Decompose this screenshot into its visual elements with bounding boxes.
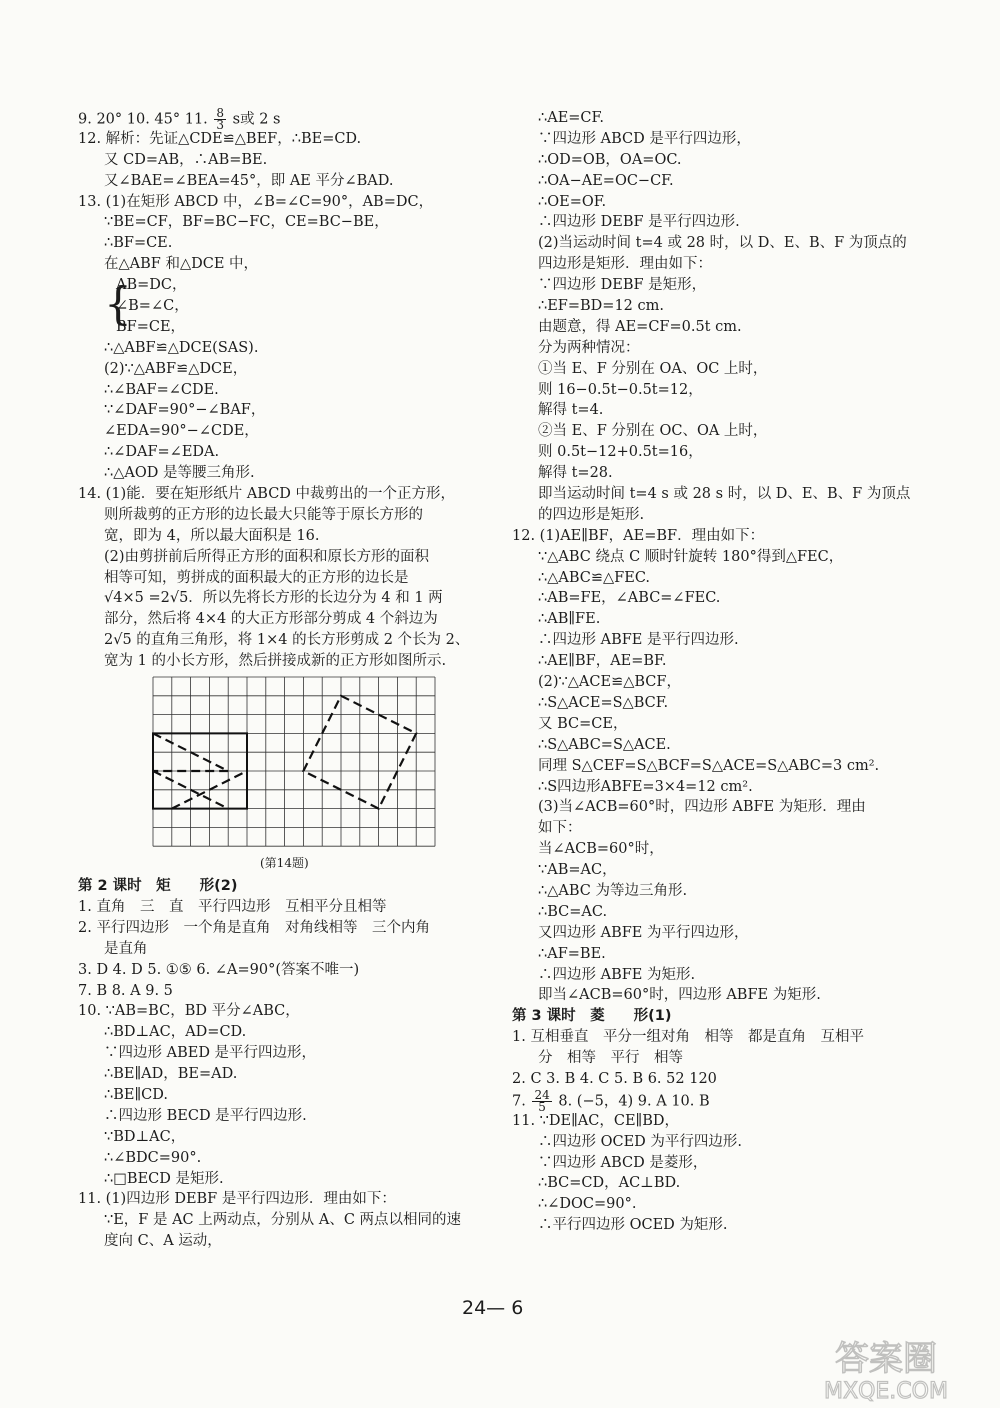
line-text: s或 2 s [228, 111, 281, 128]
line-text: 度向 C、A 运动， [104, 1233, 222, 1250]
line-text: 7. [512, 1093, 531, 1110]
line-text: ∴OA−AE=OC−CF. [538, 172, 674, 189]
left-line [78, 317, 498, 338]
right-line [512, 150, 937, 171]
right-line [512, 1111, 937, 1132]
left-line [78, 505, 498, 526]
line-text: ∴四边形 ABFE 是平行四边形. [538, 632, 739, 649]
line-text: 又∠BAE=∠BEA=45°，即 AE 平分∠BAD. [104, 172, 394, 189]
line-text: 14. (1)能．要在矩形纸片 ABCD 中裁剪出的一个正方形， [78, 486, 456, 503]
line-text: ∴AB=FE，∠ABC=∠FEC. [538, 590, 721, 607]
line-text: (2)由剪拼前后所得正方形的面积和原长方形的面积 [104, 548, 430, 565]
line-text: 第 2 课时 矩 形(2) [78, 878, 238, 895]
line-text: ∴AE=CF. [538, 110, 604, 126]
right-line [512, 380, 937, 401]
line-text: ∴BC=CD，AC⊥BD. [538, 1175, 681, 1192]
line-text: ∴∠BAF=∠CDE. [104, 381, 219, 398]
line-text: ∴BF=CE. [104, 235, 173, 252]
line-text: 又四边形 ABFE 为平行四边形， [538, 924, 749, 941]
left-line [78, 1085, 498, 1106]
right-line [512, 714, 937, 735]
right-line [512, 985, 937, 1006]
left-line [78, 338, 498, 359]
line-text: ∴EF=BD=12 cm. [538, 298, 664, 315]
line-text: 2√5 的直角三角形，将 1×4 的长方形剪成 2 个长为 2、 [104, 632, 470, 649]
right-line [512, 1048, 937, 1069]
line-text: 12. 解析：先证△CDE≌△BEF，∴BE=CD. [78, 130, 362, 147]
right-line [512, 818, 937, 839]
left-line [78, 254, 498, 275]
line-text: 分 相等 平行 相等 [538, 1050, 683, 1067]
line-text: ∴△AOD 是等腰三角形. [104, 465, 255, 482]
line-text: ∵四边形 DEBF 是矩形， [538, 277, 707, 294]
line-text: ∴∠DOC=90°. [538, 1196, 637, 1213]
line-text: ∴四边形 BECD 是平行四边形. [104, 1107, 307, 1124]
left-line [78, 1043, 498, 1064]
right-line [512, 1215, 937, 1236]
right-line [512, 547, 937, 568]
line-text: 当∠ACB=60°时， [538, 841, 664, 858]
left-line [78, 1231, 498, 1252]
line-text: (2)∵△ABF≌△DCE， [104, 360, 248, 377]
line-text: 12. (1)AE∥BF，AE=BF．理由如下： [512, 527, 765, 544]
line-text: 分为两种情况： [538, 339, 640, 356]
right-line [512, 609, 937, 630]
right-line [512, 254, 937, 275]
right-line [512, 505, 937, 526]
line-text: 宽，即为 4，所以最大面积是 16. [104, 527, 320, 544]
line-text: 11. ∵DE∥AC，CE∥BD， [512, 1112, 680, 1129]
line-text: 相等可知，剪拼成的面积最大的正方形的边长是 [104, 569, 409, 586]
line-text: ∴OD=OB，OA=OC. [538, 151, 682, 168]
right-line [512, 881, 937, 902]
line-text: 又 BC=CE， [538, 715, 628, 732]
line-text: ∵∠DAF=90°−∠BAF， [104, 402, 266, 419]
line-text: 8. (−5，4) 9. A 10. B [553, 1093, 710, 1110]
left-line [78, 568, 498, 589]
left-line [78, 1148, 498, 1169]
right-line [512, 1069, 937, 1090]
left-line [78, 192, 498, 213]
line-text: 则 0.5t−12+0.5t=16， [538, 444, 703, 461]
right-line [512, 192, 937, 213]
left-line [78, 1127, 498, 1148]
right-line [512, 651, 937, 672]
left-line [78, 484, 498, 505]
right-line [512, 359, 937, 380]
line-text: ∵△ABC 绕点 C 顺时针旋转 180°得到△FEC， [538, 548, 844, 565]
left-line [78, 421, 498, 442]
line-text: AB=DC， [116, 277, 187, 294]
left-line [78, 918, 498, 939]
line-text: 1. 直角 三 直 平行四边形 互相平分且相等 [78, 898, 387, 915]
right-line [512, 484, 937, 505]
left-line [78, 129, 498, 150]
left-column [78, 108, 498, 1252]
right-line [512, 1087, 937, 1114]
line-text: ∴AB∥FE. [538, 611, 601, 628]
grid-figure-svg [152, 676, 442, 856]
line-text: ∴四边形 DEBF 是平行四边形. [538, 214, 740, 231]
line-text: 是直角 [104, 940, 148, 957]
right-line [512, 777, 937, 798]
line-text: ∴S四边形ABFE=3×4=12 cm². [538, 778, 753, 795]
line-text: 2. 平行四边形 一个角是直角 对角线相等 三个内角 [78, 919, 430, 936]
right-line [512, 1006, 937, 1027]
left-line [78, 463, 498, 484]
line-text: 解得 t=28. [538, 465, 613, 482]
right-line [512, 756, 937, 777]
right-line [512, 108, 937, 129]
left-line [78, 651, 498, 672]
line-text: 2. C 3. B 4. C 5. B 6. 52 120 [512, 1070, 717, 1087]
left-line [78, 526, 498, 547]
line-text: ∴△ABC≌△FEC. [538, 569, 650, 586]
line-text: ∴S△ABC=S△ACE. [538, 736, 671, 753]
left-line [78, 897, 498, 918]
left-line [78, 876, 498, 897]
line-text: 1. 互相垂直 平分一组对角 相等 都是直角 互相平 [512, 1029, 864, 1046]
right-line [512, 421, 937, 442]
line-text: ∴四边形 ABFE 为矩形. [538, 966, 696, 983]
line-text: ∴S△ACE=S△BCF. [538, 694, 669, 711]
line-text: 四边形是矩形．理由如下： [538, 256, 712, 273]
line-text: ∵四边形 ABCD 是菱形， [538, 1154, 708, 1171]
line-text: 宽为 1 的小长方形，然后拼接成新的正方形如图所示. [104, 653, 447, 670]
left-line [78, 296, 498, 317]
line-text: ∴AE∥BF，AE=BF. [538, 653, 667, 670]
line-text: 9. 20° 10. 45° 11. [78, 111, 213, 128]
left-line [78, 171, 498, 192]
left-line [78, 630, 498, 651]
left-line [78, 400, 498, 421]
right-line [512, 1173, 937, 1194]
line-text: ∵AB=AC， [538, 862, 617, 879]
right-line [512, 212, 937, 233]
right-line [512, 275, 937, 296]
line-text: ∴△ABF≌△DCE(SAS). [104, 339, 259, 356]
left-line [78, 1106, 498, 1127]
line-text: 则所裁剪的正方形的边长最大只能等于原长方形的 [104, 506, 423, 523]
line-text: 第 3 课时 菱 形(1) [512, 1008, 672, 1025]
line-text: 又 CD=AB，∴AB=BE. [104, 151, 268, 168]
line-text: 13. (1)在矩形 ABCD 中，∠B=∠C=90°，AB=DC， [78, 193, 434, 210]
left-line [78, 1064, 498, 1085]
right-line [512, 171, 937, 192]
right-line [512, 317, 937, 338]
brace-symbol: { [104, 279, 132, 331]
line-text: 7. B 8. A 9. 5 [78, 982, 173, 999]
right-line [512, 630, 937, 651]
left-line [78, 106, 498, 132]
line-text: ∵BE=CF，BF=BC−FC，CE=BC−BE， [104, 214, 389, 231]
line-text: ∴BE∥AD，BE=AD. [104, 1066, 238, 1083]
line-text: (3)当∠ACB=60°时，四边形 ABFE 为矩形．理由 [538, 799, 866, 816]
left-line [78, 1210, 498, 1231]
line-text: 由题意，得 AE=CF=0.5t cm. [538, 318, 742, 335]
line-text: BF=CE， [116, 318, 186, 335]
line-text: 同理 S△CEF=S△BCF=S△ACE=S△ABC=3 cm². [538, 757, 880, 774]
line-text: 3. D 4. D 5. ①⑤ 6. ∠A=90°(答案不唯一) [78, 961, 360, 978]
line-text: ①当 E、F 分别在 OA、OC 上时， [538, 360, 768, 377]
right-line [512, 442, 937, 463]
left-line [78, 547, 498, 568]
left-line [78, 380, 498, 401]
left-line [78, 981, 498, 1002]
line-text: ∵四边形 ABCD 是平行四边形， [538, 130, 751, 147]
watermark-line2: MXQE.COM [824, 1379, 948, 1404]
line-text: (2)当运动时间 t=4 或 28 时，以 D、E、B、F 为顶点的 [538, 235, 907, 252]
page-number: 24— 6 [462, 1297, 524, 1319]
line-text: ∴△ABC 为等边三角形. [538, 882, 688, 899]
line-text: ∴BD⊥AC，AD=CD. [104, 1024, 247, 1041]
right-line [512, 463, 937, 484]
left-line [78, 1189, 498, 1210]
line-text: √4×5 =2√5．所以先将长方形的长边分为 4 和 1 两 [104, 590, 443, 607]
line-text: 在△ABF 和△DCE 中， [104, 256, 259, 273]
line-text: ∴BC=AC. [538, 903, 608, 920]
right-column [512, 108, 937, 1236]
line-text: 即当运动时间 t=4 s 或 28 s 时，以 D、E、B、F 为顶点 [538, 486, 911, 503]
watermark-line1: 答案圈 [835, 1339, 937, 1379]
line-text: ∠B=∠C， [116, 298, 189, 315]
line-text: 解得 t=4. [538, 402, 604, 419]
right-line [512, 672, 937, 693]
right-line [512, 568, 937, 589]
line-text: ∵E，F 是 AC 上两动点，分别从 A、C 两点以相同的速 [104, 1212, 462, 1229]
left-line [78, 233, 498, 254]
left-line [78, 609, 498, 630]
fraction: $\frac{24}{5}$ [534, 1087, 550, 1114]
line-text: ∵BD⊥AC， [104, 1128, 186, 1145]
figure-caption: (第14题) [260, 856, 309, 871]
line-text: 如下： [538, 820, 582, 837]
right-line [512, 860, 937, 881]
right-line [512, 1153, 937, 1174]
line-text: ∴□BECD 是矩形. [104, 1170, 224, 1187]
right-line [512, 1027, 937, 1048]
right-line [512, 1132, 937, 1153]
right-line [512, 588, 937, 609]
left-line [78, 588, 498, 609]
right-line [512, 400, 937, 421]
line-text: 的四边形是矩形. [538, 506, 645, 523]
watermark-logo [786, 1330, 986, 1404]
left-line [78, 1022, 498, 1043]
right-line [512, 1194, 937, 1215]
right-line [512, 902, 937, 923]
line-text: 即当∠ACB=60°时，四边形 ABFE 为矩形. [538, 987, 821, 1004]
grid-figure [152, 676, 442, 876]
left-line [78, 1001, 498, 1022]
left-line [78, 212, 498, 233]
line-text: ∴AF=BE. [538, 945, 606, 962]
right-line [512, 965, 937, 986]
left-line [78, 359, 498, 380]
line-text: 10. ∵AB=BC，BD 平分∠ABC， [78, 1003, 300, 1020]
right-line [512, 693, 937, 714]
line-text: 部分，然后将 4×4 的大正方形部分剪成 4 个斜边为 [104, 611, 438, 628]
left-line [78, 960, 498, 981]
line-text: ∴BE∥CD. [104, 1086, 168, 1103]
right-line [512, 233, 937, 254]
right-line [512, 923, 937, 944]
right-line [512, 338, 937, 359]
line-text: 11. (1)四边形 DEBF 是平行四边形．理由如下： [78, 1191, 396, 1208]
line-text: ∵四边形 ABED 是平行四边形， [104, 1045, 317, 1062]
fraction: $\frac{8}{3}$ [216, 106, 225, 132]
line-text: ∠EDA=90°−∠CDE， [104, 423, 259, 440]
right-line [512, 735, 937, 756]
left-line [78, 442, 498, 463]
right-line [512, 526, 937, 547]
right-line [512, 797, 937, 818]
right-line [512, 296, 937, 317]
line-text: ∴平行四边形 OCED 为矩形. [538, 1217, 728, 1234]
line-text: ②当 E、F 分别在 OC、OA 上时， [538, 423, 768, 440]
line-text: (2)∵△ACE≌△BCF， [538, 674, 681, 691]
right-line [512, 129, 937, 150]
line-text: ∴∠DAF=∠EDA. [104, 444, 220, 461]
left-line [78, 1169, 498, 1190]
right-line [512, 839, 937, 860]
right-line [512, 944, 937, 965]
line-text: ∴OE=OF. [538, 193, 607, 210]
line-text: ∴∠BDC=90°. [104, 1149, 202, 1166]
line-text: 则 16−0.5t−0.5t=12， [538, 381, 703, 398]
left-line [78, 150, 498, 171]
left-line [78, 939, 498, 960]
line-text: ∴四边形 OCED 为平行四边形. [538, 1133, 743, 1150]
